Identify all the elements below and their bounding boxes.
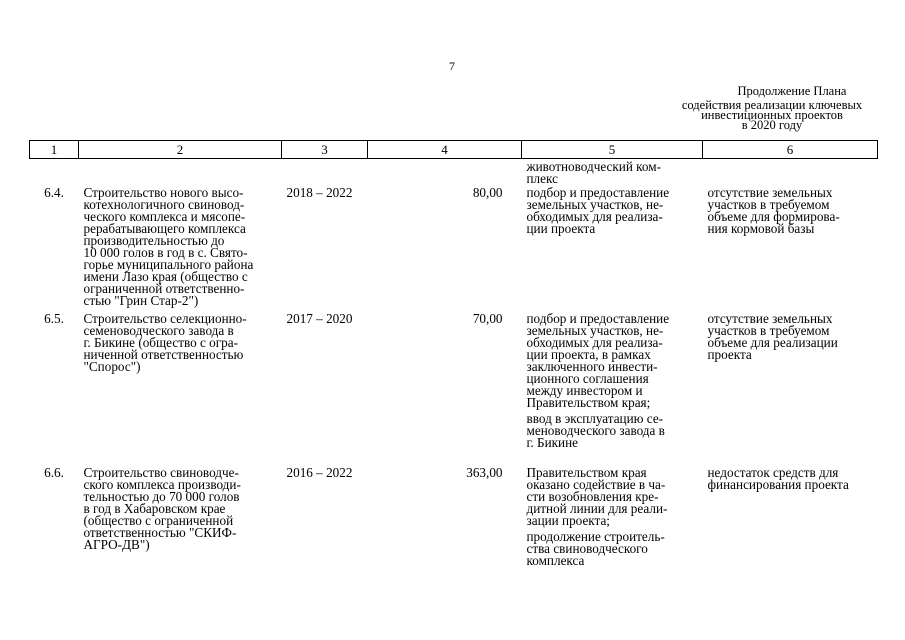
- row-number: 6.5.: [44, 311, 64, 326]
- header-col-4: 4: [368, 141, 522, 159]
- text-line: ческого комплекса и мясопе-: [83, 209, 246, 224]
- text-line: оказано содействие в ча-: [526, 477, 666, 492]
- text-line: зации проекта;: [526, 513, 610, 528]
- header-col-1: 1: [30, 141, 79, 159]
- text-line: земельных участков, не-: [526, 197, 664, 212]
- text-line: котехнологичного свиновод-: [83, 197, 245, 212]
- text-line: обходимых для реализа-: [526, 335, 663, 350]
- text-line: комплекса: [526, 553, 585, 568]
- text-line: Строительство нового высо-: [83, 185, 244, 200]
- investment-amount: 80,00: [472, 185, 503, 200]
- text-line: ции проекта, в рамках: [526, 347, 651, 362]
- project-name: [79, 185, 282, 311]
- text-line: ввод в эксплуатацию се-: [526, 411, 664, 426]
- implementation-period: 2018 – 2022: [286, 185, 353, 200]
- text-line: Строительство селекционно-: [83, 311, 247, 326]
- text-line: финансирования проекта: [707, 477, 849, 492]
- problems: [703, 185, 878, 311]
- implementation-period: 2016 – 2022: [286, 465, 353, 480]
- text-line: г. Бикине (общество с огра-: [83, 335, 238, 350]
- investment-amount: 70,00: [472, 311, 503, 326]
- text-line: участков в требуемом: [707, 323, 830, 338]
- text-line: подбор и предоставление: [526, 185, 670, 200]
- text-line: Строительство свиноводче-: [83, 465, 239, 480]
- text-line: ского комплекса производи-: [83, 477, 241, 492]
- measure-paragraph: [527, 467, 703, 527]
- text-line: в год в Хабаровском крае: [83, 501, 226, 516]
- page-number: 7: [449, 59, 455, 73]
- project-name: [79, 465, 282, 587]
- text-line: обходимых для реализа-: [526, 209, 663, 224]
- text-line: "Спорос"): [83, 359, 141, 374]
- text-line: сти возобновления кре-: [526, 489, 659, 504]
- text-line: (общество с ограниченной: [83, 513, 234, 528]
- plan-table: [29, 140, 878, 587]
- text-line: ниченной ответственностью: [83, 347, 244, 362]
- continuation-line-4: в 2020 году: [741, 118, 803, 132]
- text-line: заключенного инвести-: [526, 359, 658, 374]
- text-line: ции проекта: [526, 221, 596, 236]
- text-line: плекс: [526, 171, 558, 186]
- text-line: ния кормовой базы: [707, 221, 815, 236]
- row-number: 6.4.: [44, 185, 64, 200]
- text-line: тельностью до 70 000 голов: [83, 489, 240, 504]
- header-col-3: 3: [282, 141, 368, 159]
- support-measures: [522, 185, 703, 311]
- problems: [703, 465, 878, 587]
- text-line: подбор и предоставление: [526, 311, 670, 326]
- text-line: ответственностью "СКИФ-: [83, 525, 237, 540]
- text-line: производительностью до: [83, 233, 225, 248]
- row-number: 6.6.: [44, 465, 64, 480]
- text-line: участков в требуемом: [707, 197, 830, 212]
- continuation-line-2: содействия реализации ключевых: [681, 98, 863, 112]
- table-row: [30, 185, 878, 311]
- text-line: Правительством края: [526, 465, 647, 480]
- header-col-2: 2: [79, 141, 282, 159]
- continuation-header: [672, 86, 872, 130]
- header-col-5: 5: [522, 141, 703, 159]
- measure-paragraph: [527, 531, 703, 567]
- table-header-row: [30, 141, 878, 159]
- text-line: ства свиноводческого: [526, 541, 648, 556]
- problems: [703, 311, 878, 465]
- table-row: [30, 465, 878, 587]
- support-measures: [522, 311, 703, 465]
- text-line: земельных участков, не-: [526, 323, 664, 338]
- continuation-line-3: инвестиционных проектов: [701, 108, 843, 122]
- text-line: ционного соглашения: [526, 371, 649, 386]
- measure-paragraph: [527, 187, 703, 235]
- implementation-period: 2017 – 2020: [286, 311, 353, 326]
- text-line: семеноводческого завода в: [83, 323, 234, 338]
- text-line: рерабатывающего комплекса: [83, 221, 246, 236]
- carryover-row: [30, 159, 878, 186]
- text-line: Правительством края;: [526, 395, 651, 410]
- text-line: дитной линии для реали-: [526, 501, 668, 516]
- text-line: имени Лазо края (общество с: [83, 269, 248, 284]
- investment-amount: 363,00: [466, 465, 503, 480]
- text-line: животноводческий ком-: [526, 159, 662, 174]
- text-line: ограниченной ответственно-: [83, 281, 245, 296]
- header-col-6: 6: [703, 141, 878, 159]
- text-line: меноводческого завода в: [526, 423, 665, 438]
- text-line: между инвестором и: [526, 383, 643, 398]
- text-line: объеме для формирова-: [707, 209, 840, 224]
- text-line: отсутствие земельных: [707, 185, 833, 200]
- text-line: продолжение строитель-: [526, 529, 665, 544]
- text-line: объеме для реализации: [707, 335, 838, 350]
- text-line: г. Бикине: [526, 435, 579, 450]
- text-line: 10 000 голов в год в с. Свято-: [83, 245, 248, 260]
- measure-paragraph: [527, 313, 703, 409]
- measure-paragraph: [527, 413, 703, 449]
- text-line: горье муниципального района: [83, 257, 254, 272]
- text-line: стью "Грин Стар-2"): [83, 293, 199, 308]
- text-line: отсутствие земельных: [707, 311, 833, 326]
- text-line: АГРО-ДВ"): [83, 537, 150, 552]
- project-name: [79, 311, 282, 465]
- text-line: недостаток средств для: [707, 465, 839, 480]
- support-measures: [522, 465, 703, 587]
- table-row: [30, 311, 878, 465]
- carryover-measures: [522, 159, 703, 186]
- continuation-line-1: Продолжение Плана: [737, 84, 847, 98]
- text-line: проекта: [707, 347, 752, 362]
